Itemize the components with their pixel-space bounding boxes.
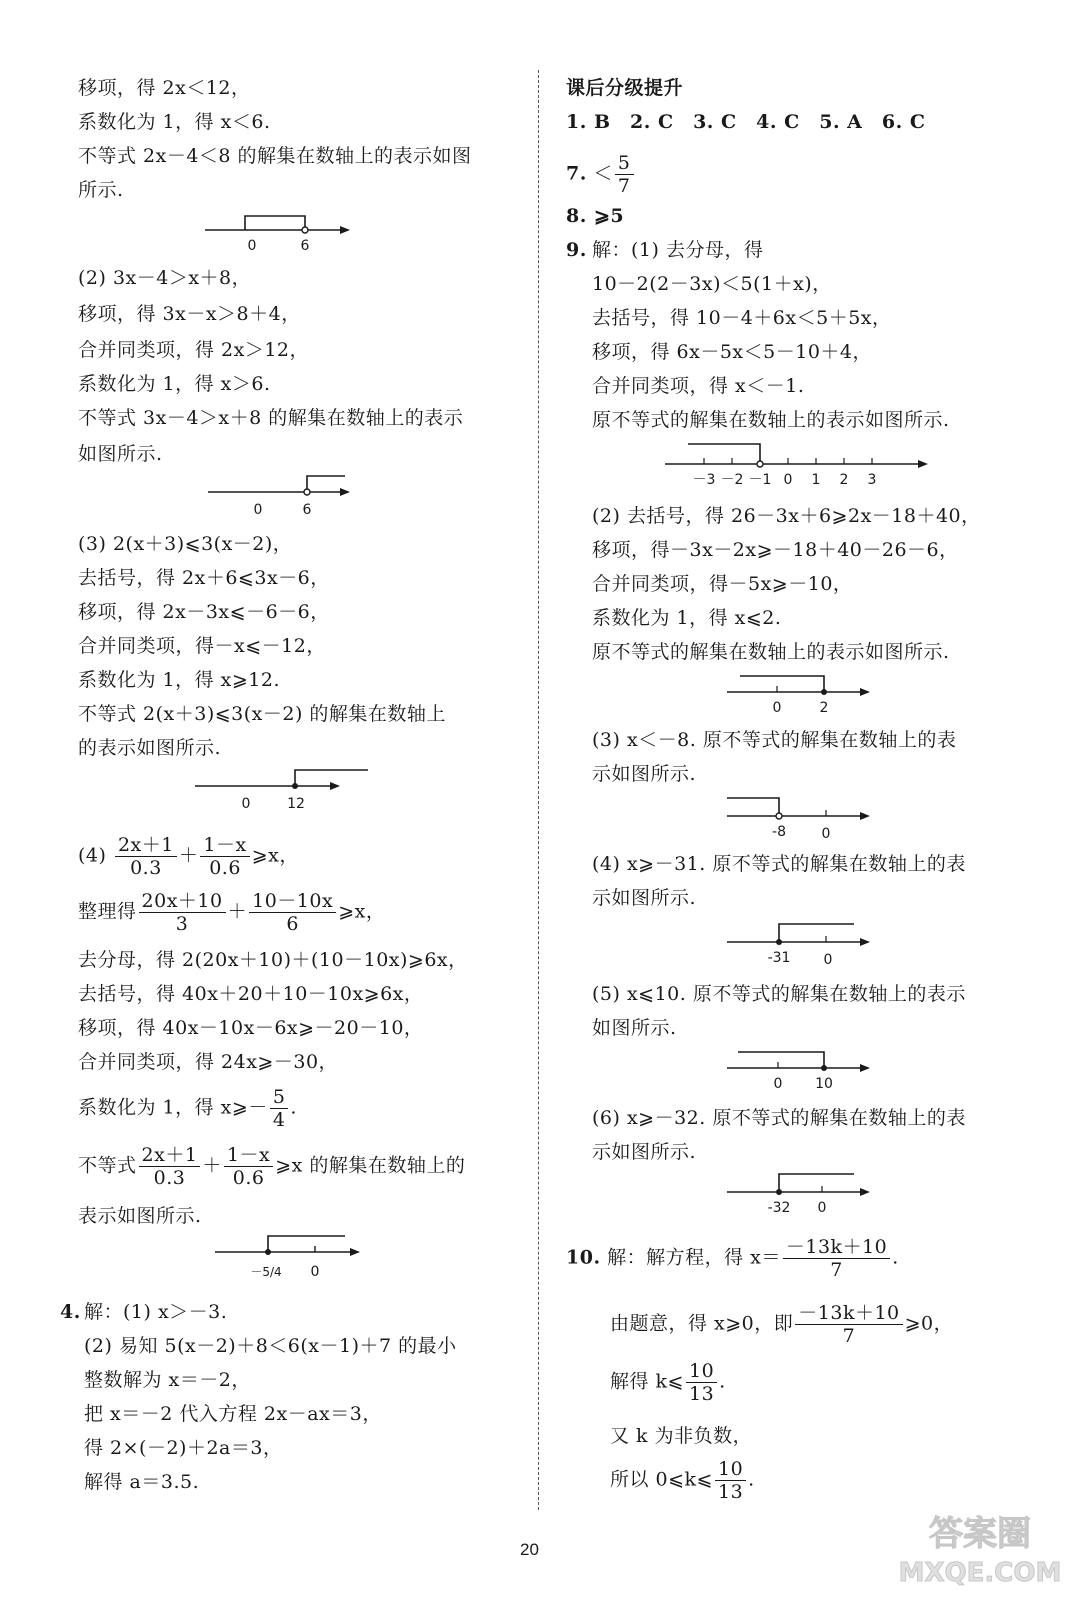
number-line-9	[722, 1044, 882, 1092]
text-line: (2) 易知 5(x－2)＋8＜6(x－1)＋7 的最小	[84, 1335, 457, 1357]
tick-label: -32	[767, 1200, 791, 1216]
text-line: 去括号，得 10－4＋6x＜5＋5x，	[592, 307, 892, 329]
watermark-logo	[898, 1505, 1063, 1590]
tick-label: 3	[867, 472, 877, 488]
text-line: 解：(1) 去分母，得	[592, 239, 764, 261]
tick-label: -8	[772, 824, 786, 840]
tick-label: 0	[310, 1264, 320, 1280]
equation-line: 整理得 $\frac{20x+10}{3}$ ＋ $\frac{10-10x}{6}$ ⩾x，	[78, 890, 386, 935]
tick-label: 0	[821, 826, 831, 842]
equation-line: 10. 解：解方程，得 x＝ $\frac{-13k+10}{7}$ .	[566, 1236, 899, 1281]
column-divider	[538, 70, 539, 1510]
text-line: 如图所示.	[78, 443, 163, 465]
number-line-4	[210, 1228, 370, 1284]
tick-label: -31	[767, 950, 791, 966]
text-line: 所示.	[78, 179, 124, 201]
text-line: 不等式 3x－4＞x＋8 的解集在数轴上的表示	[78, 407, 464, 429]
watermark-text: MXQE.COM	[898, 1558, 1062, 1588]
text-line: 移项，得 2x－3x⩽－6－6，	[78, 601, 330, 623]
number-line-6	[722, 670, 882, 716]
text-line: 表示如图所示.	[78, 1205, 202, 1227]
tick-label: 1	[811, 472, 821, 488]
number-line-3	[190, 762, 380, 812]
question-number: 4.	[60, 1301, 81, 1323]
equation-line: 不等式 $\frac{2x+1}{0.3}$ ＋ $\frac{1-x}{0.6}$ ⩾x 的解集在数轴上的	[78, 1144, 466, 1189]
text-line: 解：(1) x＞－3.	[84, 1301, 228, 1323]
text-line: 合并同类项，得 x＜－1.	[592, 375, 805, 397]
tick-label: 2	[819, 700, 829, 716]
tick-label: 0	[772, 700, 782, 716]
text-line: 合并同类项，得－5x⩾－10，	[592, 573, 853, 595]
page-number: 20	[520, 1540, 539, 1559]
answer-line: 8. ⩾5	[566, 205, 625, 227]
fraction: $\frac{2x+1}{0.3}$	[139, 1144, 201, 1189]
answer-line: 1. B 2. C 3. C 4. C 5. A 6. C	[566, 111, 926, 133]
text-line: 系数化为 1，得 x⩽2.	[592, 607, 782, 629]
text-line: 去分母，得 2(20x＋10)＋(10－10x)⩾6x，	[78, 949, 468, 971]
text-line: 系数化为 1，得 x⩾12.	[78, 669, 281, 691]
tick-label: 10	[815, 1076, 833, 1092]
equation-line: (4) $\frac{2x+1}{0.3}$ ＋ $\frac{1-x}{0.6}$ ⩾x，	[78, 834, 299, 879]
text-line: 的表示如图所示.	[78, 737, 222, 759]
number-line-1	[200, 208, 360, 252]
tick-label: 0	[783, 472, 793, 488]
tick-label: 0	[253, 502, 263, 518]
equation-line: 7. ＜ $\frac{5}{7}$	[566, 152, 636, 197]
text-line: 系数化为 1，得 x＜6.	[78, 111, 271, 133]
equation-line: 所以 0⩽k⩽ $\frac{10}{13}$ .	[610, 1458, 755, 1503]
tick-label: 6	[302, 502, 312, 518]
tick-label: －1	[748, 472, 772, 488]
text-line: 得 2×(－2)＋2a＝3，	[84, 1437, 283, 1459]
tick-label: 6	[300, 238, 310, 254]
text-line: 移项，得 2x＜12，	[78, 77, 251, 99]
text-line: 去括号，得 40x＋20＋10－10x⩾6x，	[78, 983, 424, 1005]
text-line: 把 x＝－2 代入方程 2x－ax＝3，	[84, 1403, 382, 1425]
number-line-5	[660, 436, 940, 488]
fraction: $\frac{10}{13}$	[686, 1360, 717, 1405]
text-line: 示如图所示.	[592, 763, 697, 785]
text-line: 移项，得 3x－x＞8＋4，	[78, 303, 301, 325]
fraction: $\frac{-13k+10}{7}$	[783, 1236, 890, 1281]
text-line: 移项，得－3x－2x⩾－18＋40－26－6，	[592, 539, 959, 561]
section-heading: 课后分级提升	[566, 77, 684, 99]
text-line: 如图所示.	[592, 1017, 677, 1039]
text-line: 合并同类项，得－x⩽－12，	[78, 635, 326, 657]
text-line: 原不等式的解集在数轴上的表示如图所示.	[592, 409, 950, 431]
equation-line: 系数化为 1，得 x⩾－ $\frac{5}{4}$ .	[78, 1086, 297, 1131]
fraction: $\frac{10-10x}{6}$	[249, 890, 336, 935]
text-line: 移项，得 40x－10x－6x⩾－20－10，	[78, 1017, 424, 1039]
tick-label: 0	[773, 1076, 783, 1092]
text-line: 系数化为 1，得 x＞6.	[78, 373, 271, 395]
number-line-10	[722, 1168, 882, 1218]
text-line: 又 k 为非负数，	[610, 1425, 753, 1447]
part-label: (4)	[78, 844, 107, 867]
equation-line: 由题意，得 x⩾0，即 $\frac{-13k+10}{7}$ ⩾0，	[610, 1302, 954, 1347]
tick-label: 0	[823, 952, 833, 968]
text-line: 合并同类项，得 24x⩾－30，	[78, 1051, 339, 1073]
tick-label: 0	[241, 796, 251, 812]
text-line: (5) x⩽10. 原不等式的解集在数轴上的表示	[592, 983, 966, 1005]
tick-label: 12	[287, 796, 305, 812]
text-line: (2) 3x－4＞x＋8，	[78, 267, 252, 289]
fraction: $\frac{1-x}{0.6}$	[224, 1144, 273, 1189]
text-line: 合并同类项，得 2x＞12，	[78, 339, 310, 361]
fraction: $\frac{5}{7}$	[615, 152, 634, 197]
text-line: 10－2(2－3x)＜5(1＋x)，	[592, 273, 832, 295]
text-line: 原不等式的解集在数轴上的表示如图所示.	[592, 641, 950, 663]
text-line: 移项，得 6x－5x＜5－10＋4，	[592, 341, 873, 363]
text-line: (4) x⩾－31. 原不等式的解集在数轴上的表	[592, 853, 966, 875]
tick-label: －5/4	[250, 1265, 282, 1279]
tick-label: 2	[839, 472, 849, 488]
text-line: 解得 a＝3.5.	[84, 1471, 200, 1493]
fraction: $\frac{10}{13}$	[715, 1458, 746, 1503]
fraction: $\frac{1-x}{0.6}$	[200, 834, 249, 879]
number-line-8	[722, 918, 882, 968]
text-line: 示如图所示.	[592, 1141, 697, 1163]
text-line: 不等式 2x－4＜8 的解集在数轴上的表示如图	[78, 145, 472, 167]
text-line: 整数解为 x＝－2，	[84, 1369, 251, 1391]
number-line-7	[722, 792, 882, 842]
fraction: $\frac{2x+1}{0.3}$	[115, 834, 177, 879]
watermark-text: 答案圈	[929, 1514, 1031, 1554]
number-line-2	[200, 470, 360, 516]
tick-label: －2	[720, 472, 744, 488]
fraction: $\frac{-13k+10}{7}$	[795, 1302, 902, 1347]
tick-label: 0	[817, 1200, 827, 1216]
text-line: 示如图所示.	[592, 887, 697, 909]
text-line: (3) x＜－8. 原不等式的解集在数轴上的表	[592, 729, 957, 751]
tick-label: －3	[692, 472, 716, 488]
text-line: (6) x⩾－32. 原不等式的解集在数轴上的表	[592, 1107, 966, 1129]
fraction: $\frac{20x+10}{3}$	[139, 890, 226, 935]
fraction: $\frac{5}{4}$	[270, 1086, 289, 1131]
question-number: 9.	[566, 239, 587, 261]
text-line: (3) 2(x＋3)⩽3(x－2)，	[78, 533, 293, 555]
text-line: 不等式 2(x＋3)⩽3(x－2) 的解集在数轴上	[78, 703, 446, 725]
text-line: 去括号，得 2x＋6⩽3x－6，	[78, 567, 330, 589]
text-line: (2) 去括号，得 26－3x＋6⩾2x－18＋40，	[592, 505, 981, 527]
equation-line: 解得 k⩽ $\frac{10}{13}$ .	[610, 1360, 726, 1405]
tick-label: 0	[247, 238, 257, 254]
